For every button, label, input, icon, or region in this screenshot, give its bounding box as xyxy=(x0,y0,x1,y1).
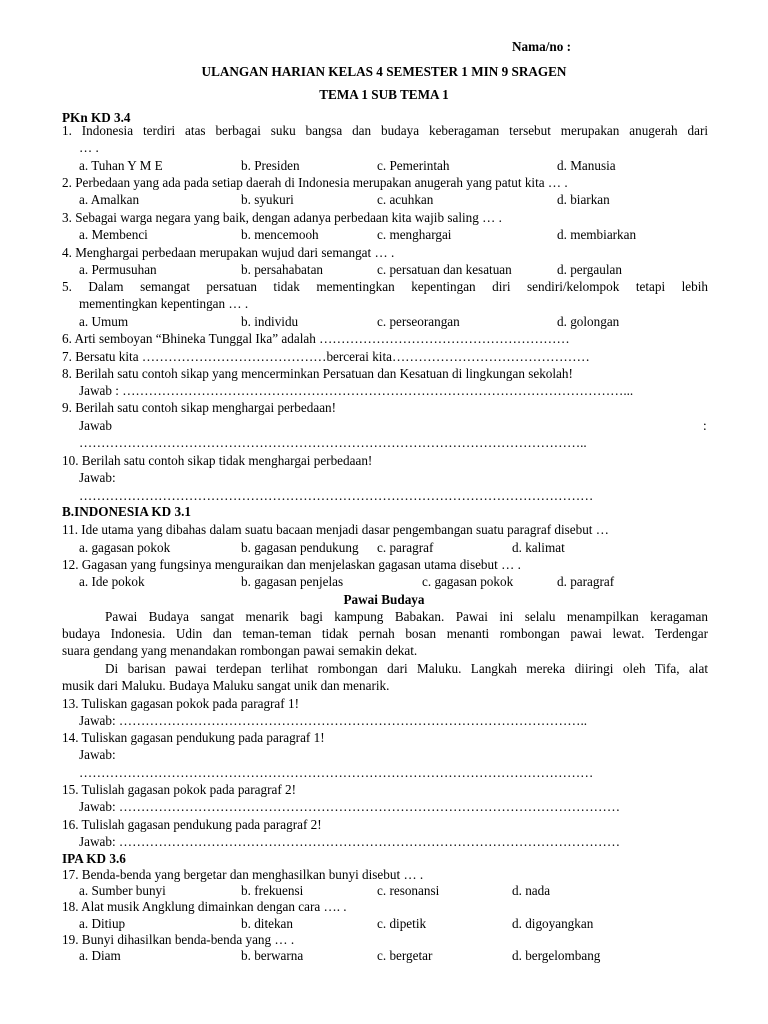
option-11b: b. gagasan pendukung xyxy=(241,540,359,555)
option-17a: a. Sumber bunyi xyxy=(79,883,166,898)
question-17: 17. Benda-benda yang bergetar dan menghasilkan bunyi disebut … . xyxy=(62,867,424,882)
option-19a: a. Diam xyxy=(79,948,121,963)
section-ipa: IPA KD 3.6 xyxy=(62,851,126,866)
option-2b: b. syukuri xyxy=(241,192,294,207)
reading-p1-line1: Pawai Budaya sangat menarik bagi kampung Babakan. Pawai ini selalu menampilkan keragaman xyxy=(105,609,708,624)
option-12a: a. Ide pokok xyxy=(79,574,145,589)
answer-8: Jawab : ……………………………………………………………………………………………………... xyxy=(79,383,634,398)
option-18d: d. digoyangkan xyxy=(512,916,594,931)
answer-15: Jawab: …………………………………………………………………………………………………… xyxy=(79,799,621,814)
question-4: 4. Menghargai perbedaan merupakan wujud dari semangat … . xyxy=(62,245,395,260)
question-12: 12. Gagasan yang fungsinya menguraikan dan menjelaskan gagasan utama disebut … . xyxy=(62,557,521,572)
question-11: 11. Ide utama yang dibahas dalam suatu bacaan menjadi dasar pengembangan suatu paragraf disebut … xyxy=(62,522,609,537)
option-5d: d. golongan xyxy=(557,314,620,329)
option-3b: b. mencemooh xyxy=(241,227,319,242)
reading-p1-line3: suara gendang yang menandakan rombongan pawai semakin dekat. xyxy=(62,643,418,658)
section-bindo: B.INDONESIA KD 3.1 xyxy=(62,504,191,519)
answer-9-colon: : xyxy=(703,418,707,433)
question-13: 13. Tuliskan gagasan pokok pada paragraf 1! xyxy=(62,696,299,711)
section-pkn: PKn KD 3.4 xyxy=(62,110,131,125)
question-10: 10. Berilah satu contoh sikap tidak menghargai perbedaan! xyxy=(62,453,373,468)
reading-p2-line1: Di barisan pawai terdepan terlihat rombongan dari Maluku. Langkah mereka diiringi oleh Tifa, alat xyxy=(105,661,708,676)
option-1c: c. Pemerintah xyxy=(377,158,450,173)
worksheet-subtitle: TEMA 1 SUB TEMA 1 xyxy=(319,87,449,102)
reading-p2-line2: musik dari Maluku. Budaya Maluku sangat unik dan menarik. xyxy=(62,678,390,693)
question-1: 1. Indonesia terdiri atas berbagai suku bangsa dan budaya keberagaman tersebut merupakan anugerah dari xyxy=(62,123,708,138)
nama-no-label: Nama/no : xyxy=(512,39,571,54)
question-9: 9. Berilah satu contoh sikap menghargai perbedaan! xyxy=(62,400,337,415)
question-19: 19. Bunyi dihasilkan benda-benda yang … . xyxy=(62,932,295,947)
question-18: 18. Alat musik Angklung dimainkan dengan cara …. . xyxy=(62,899,347,914)
worksheet-title: ULANGAN HARIAN KELAS 4 SEMESTER 1 MIN 9 SRAGEN xyxy=(201,64,567,79)
option-19c: c. bergetar xyxy=(377,948,433,963)
question-2: 2. Perbedaan yang ada pada setiap daerah di Indonesia merupakan anugerah yang patut kita … . xyxy=(62,175,568,190)
question-5: 5. Dalam semangat persatuan tidak mementingkan kepentingan diri sendiri/kelompok tetapi lebih xyxy=(62,279,708,294)
option-17c: c. resonansi xyxy=(377,883,440,898)
question-7: 7. Bersatu kita ……………………………………bercerai kita……………………………………… xyxy=(62,349,590,364)
question-14: 14. Tuliskan gagasan pendukung pada paragraf 1! xyxy=(62,730,325,745)
option-1b: b. Presiden xyxy=(241,158,300,173)
option-3c: c. menghargai xyxy=(377,227,452,242)
answer-9-label: Jawab xyxy=(79,418,112,433)
option-2c: c. acuhkan xyxy=(377,192,434,207)
answer-16: Jawab: …………………………………………………………………………………………………… xyxy=(79,834,621,849)
option-1d: d. Manusia xyxy=(557,158,616,173)
option-17d: d. nada xyxy=(512,883,551,898)
option-19d: d. bergelombang xyxy=(512,948,601,963)
option-3d: d. membiarkan xyxy=(557,227,637,242)
option-11d: d. kalimat xyxy=(512,540,565,555)
answer-10-dots: ……………………………………………………………………………………………………… xyxy=(79,488,594,503)
question-5-cont: mementingkan kepentingan … . xyxy=(79,296,249,311)
answer-14-dots: ……………………………………………………………………………………………………… xyxy=(79,765,594,780)
option-1a: a. Tuhan Y M E xyxy=(79,158,163,173)
option-5b: b. individu xyxy=(241,314,299,329)
question-16: 16. Tulislah gagasan pendukung pada paragraf 2! xyxy=(62,817,322,832)
option-11a: a. gagasan pokok xyxy=(79,540,171,555)
option-2a: a. Amalkan xyxy=(79,192,140,207)
question-15: 15. Tulislah gagasan pokok pada paragraf 2! xyxy=(62,782,297,797)
option-4b: b. persahabatan xyxy=(241,262,324,277)
option-5c: c. perseorangan xyxy=(377,314,460,329)
option-3a: a. Membenci xyxy=(79,227,148,242)
option-12c: c. gagasan pokok xyxy=(422,574,514,589)
option-4d: d. pergaulan xyxy=(557,262,622,277)
answer-10-label: Jawab: xyxy=(79,470,116,485)
option-5a: a. Umum xyxy=(79,314,129,329)
option-17b: b. frekuensi xyxy=(241,883,304,898)
option-12b: b. gagasan penjelas xyxy=(241,574,344,589)
question-3: 3. Sebagai warga negara yang baik, dengan adanya perbedaan kita wajib saling … . xyxy=(62,210,502,225)
question-1-cont: … . xyxy=(79,140,99,155)
option-18c: c. dipetik xyxy=(377,916,427,931)
answer-9-dots: …………………………………………………………………………………………………….. xyxy=(79,435,587,450)
option-11c: c. paragraf xyxy=(377,540,434,555)
reading-p1-line2: budaya Indonesia. Udin dan teman-teman tidak pernah bosan menanti rombongan pawai lewat. Terdengar xyxy=(62,626,708,641)
reading-title: Pawai Budaya xyxy=(343,592,425,607)
option-4c: c. persatuan dan kesatuan xyxy=(377,262,512,277)
option-19b: b. berwarna xyxy=(241,948,304,963)
answer-14-label: Jawab: xyxy=(79,747,116,762)
question-6: 6. Arti semboyan “Bhineka Tunggal Ika” adalah ………………………………………………… xyxy=(62,331,570,346)
option-2d: d. biarkan xyxy=(557,192,610,207)
option-4a: a. Permusuhan xyxy=(79,262,157,277)
option-18b: b. ditekan xyxy=(241,916,294,931)
answer-13: Jawab: …………………………………………………………………………………………….. xyxy=(79,713,588,728)
option-18a: a. Ditiup xyxy=(79,916,126,931)
option-12d: d. paragraf xyxy=(557,574,615,589)
question-8: 8. Berilah satu contoh sikap yang mencerminkan Persatuan dan Kesatuan di lingkungan sekolah! xyxy=(62,366,573,381)
